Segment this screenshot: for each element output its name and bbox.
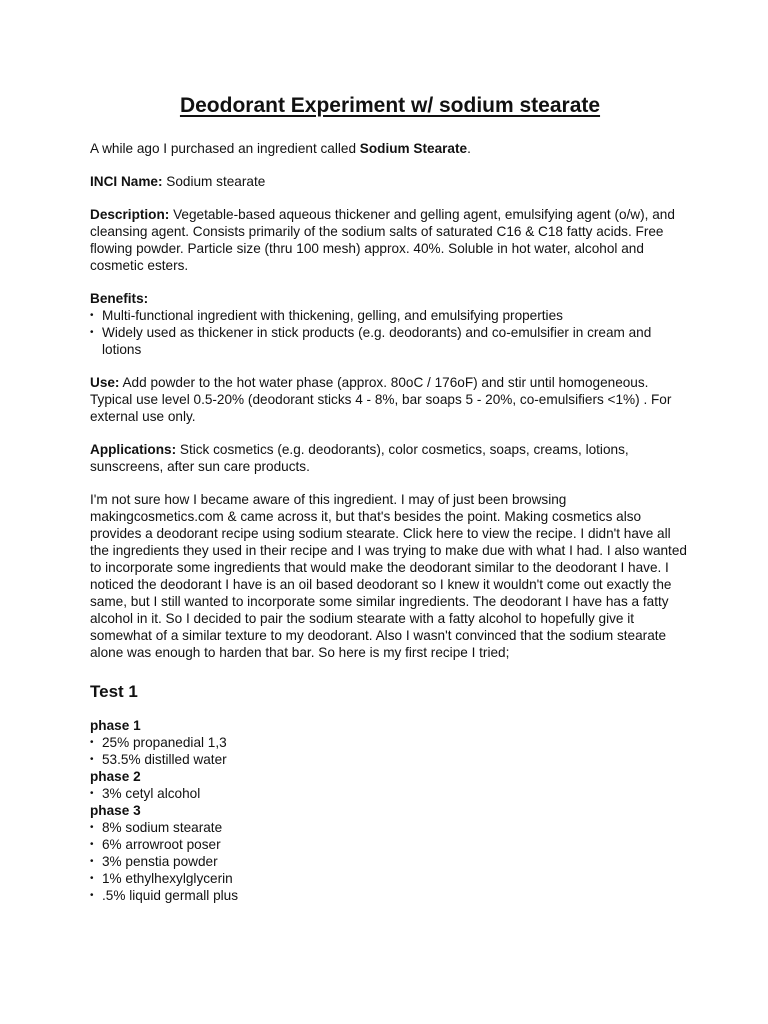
benefits-list — [90, 307, 690, 358]
use-label: Use: — [90, 375, 120, 390]
inci-paragraph — [90, 173, 690, 190]
phase-item: • .5% liquid germall plus — [90, 887, 690, 904]
phase-item: • 53.5% distilled water — [90, 751, 690, 768]
phase-label: phase 3 — [90, 803, 141, 818]
inci-value: Sodium stearate — [162, 174, 266, 189]
phase-list — [90, 734, 690, 768]
applications-value: Stick cosmetics (e.g. deodorants), color cosmetics, soaps, creams, lotions, sunscreens, after sun care products. — [90, 442, 629, 474]
benefits-label: Benefits: — [90, 291, 149, 306]
phase-list — [90, 785, 690, 802]
phase-item: • 25% propanedial 1,3 — [90, 734, 690, 751]
phase-item: • 3% penstia powder — [90, 853, 690, 870]
phase-block — [90, 768, 690, 802]
phase-item: • 6% arrowroot poser — [90, 836, 690, 853]
document-page — [90, 92, 690, 904]
benefits-item: • Widely used as thickener in stick products (e.g. deodorants) and co-emulsifier in cream and lotions — [90, 324, 690, 358]
phase-block — [90, 802, 690, 904]
phase-label: phase 2 — [90, 769, 141, 784]
document-title: Deodorant Experiment w/ sodium stearate — [179, 94, 601, 117]
phase-item: • 8% sodium stearate — [90, 819, 690, 836]
description-label: Description: — [90, 207, 170, 222]
description-paragraph — [90, 206, 690, 274]
phase-list — [90, 819, 690, 904]
test-heading: Test 1 — [90, 682, 138, 701]
inci-label: INCI Name: — [90, 174, 163, 189]
use-value: Add powder to the hot water phase (approx. 80oC / 176oF) and stir until homogeneous. Typical use level 0.5-20% (deodorant sticks 4 - 8%, bar soaps 5 - 20%, co-emulsifiers <1%) . For external use only. — [90, 375, 672, 424]
intro-ingredient-name: Sodium Stearate — [359, 141, 468, 156]
intro-end: . — [467, 141, 471, 156]
benefits-item: • Multi-functional ingredient with thickening, gelling, and emulsifying properties — [90, 307, 690, 324]
applications-paragraph — [90, 441, 690, 475]
use-paragraph — [90, 374, 690, 425]
intro-paragraph — [90, 140, 690, 157]
intro-text: A while ago I purchased an ingredient called — [90, 141, 360, 156]
phase-item: • 3% cetyl alcohol — [90, 785, 690, 802]
applications-label: Applications: — [90, 442, 177, 457]
body-paragraph: I'm not sure how I became aware of this ingredient. I may of just been browsing makingcosmetics.com & came across it, but that's besides the point. Making cosmetics also provides a deodorant recipe using sodium stearate. Click here to view the recipe. I didn't have all the ingredients they used in their recipe and I was trying to make due with what I had. I also wanted to incorporate some ingredients that would make the deodorant similar to the deodorant I have. I noticed the deodorant I have is an oil based deodorant so I knew it wouldn't come out exactly the same, but I still wanted to incorporate some similar ingredients. The deodorant I have has a fatty alcohol in it. So I decided to pair the sodium stearate with a fatty alcohol to hopefully give it somewhat of a similar texture to my deodorant. Also I wasn't convinced that the sodium stearate alone was enough to harden that bar. So here is my first recipe I tried; — [90, 492, 687, 660]
description-value: Vegetable-based aqueous thickener and gelling agent, emulsifying agent (o/w), and cleansing agent. Consists primarily of the sodium salts of saturated C16 & C18 fatty acids. Free flowing powder. Particle size (thru 100 mesh) approx. 40%. Soluble in hot water, alcohol and cosmetic esters. — [90, 207, 675, 273]
phase-block — [90, 717, 690, 768]
phase-label: phase 1 — [90, 718, 141, 733]
phase-item: • 1% ethylhexylglycerin — [90, 870, 690, 887]
benefits-section — [90, 290, 690, 358]
